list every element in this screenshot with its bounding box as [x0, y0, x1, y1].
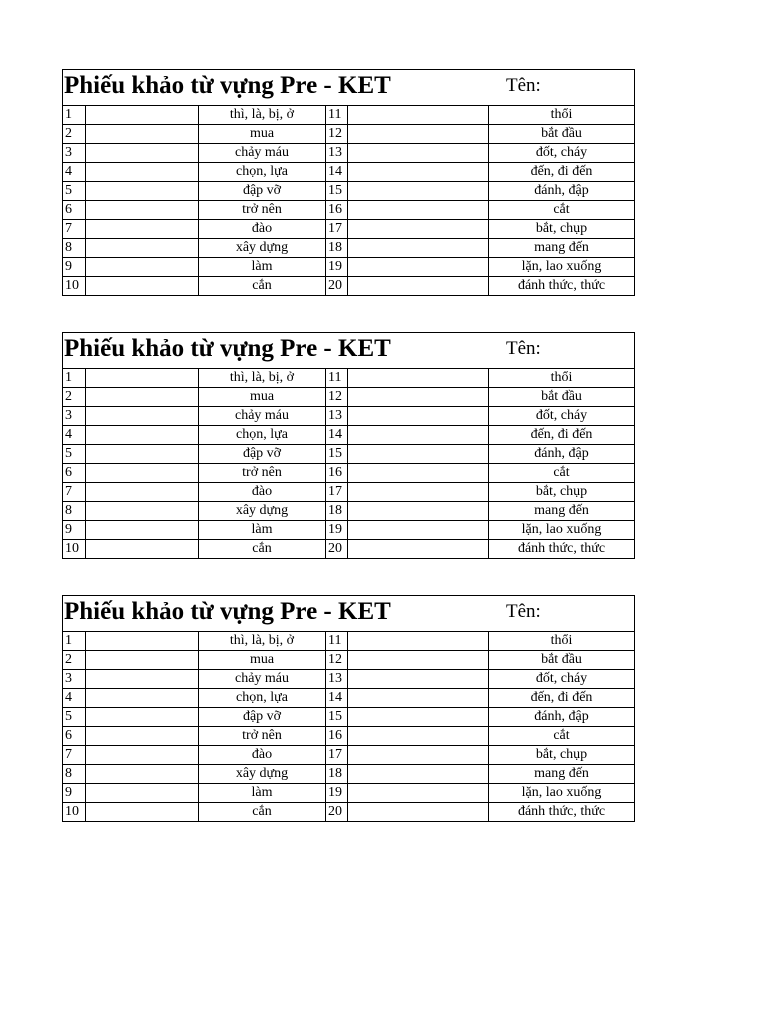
- item-number: 15: [326, 708, 348, 727]
- vietnamese-word: cắn: [199, 277, 326, 296]
- table-row: [63, 182, 635, 201]
- vietnamese-word: đập vỡ: [199, 708, 326, 727]
- sheet-title: Phiếu khảo từ vựng Pre - KET: [64, 335, 391, 362]
- item-number: 12: [326, 388, 348, 407]
- answer-blank[interactable]: [86, 106, 199, 125]
- table-row: [63, 765, 635, 784]
- table-row: [63, 201, 635, 220]
- answer-blank[interactable]: [348, 144, 489, 163]
- sheet-title: Phiếu khảo từ vựng Pre - KET: [64, 598, 391, 625]
- answer-blank[interactable]: [348, 464, 489, 483]
- item-number: 16: [326, 201, 348, 220]
- item-number: 10: [63, 277, 86, 296]
- vietnamese-word: làm: [199, 784, 326, 803]
- item-number: 13: [326, 670, 348, 689]
- answer-blank[interactable]: [348, 182, 489, 201]
- vietnamese-word: đào: [199, 483, 326, 502]
- vietnamese-word: chảy máu: [199, 144, 326, 163]
- sheet-header: [63, 333, 635, 369]
- item-number: 19: [326, 784, 348, 803]
- vietnamese-word: trở nên: [199, 201, 326, 220]
- table-row: [63, 407, 635, 426]
- table-row: [63, 708, 635, 727]
- answer-blank[interactable]: [86, 239, 199, 258]
- vietnamese-word: cắn: [199, 540, 326, 559]
- item-number: 11: [326, 632, 348, 651]
- answer-blank[interactable]: [348, 426, 489, 445]
- vietnamese-word: bắt, chụp: [489, 483, 635, 502]
- vietnamese-word: đập vỡ: [199, 445, 326, 464]
- item-number: 1: [63, 369, 86, 388]
- vocab-quiz-sheet-2: [62, 332, 634, 559]
- item-number: 4: [63, 163, 86, 182]
- vietnamese-word: mang đến: [489, 765, 635, 784]
- name-label: Tên:: [506, 338, 541, 359]
- vietnamese-word: đốt, cháy: [489, 670, 635, 689]
- item-number: 17: [326, 483, 348, 502]
- vietnamese-word: mua: [199, 651, 326, 670]
- vocab-quiz-sheet-3: [62, 595, 634, 822]
- vietnamese-word: đánh, đập: [489, 708, 635, 727]
- vietnamese-word: bắt đầu: [489, 125, 635, 144]
- vietnamese-word: chọn, lựa: [199, 689, 326, 708]
- item-number: 2: [63, 388, 86, 407]
- answer-blank[interactable]: [348, 201, 489, 220]
- item-number: 16: [326, 727, 348, 746]
- answer-blank[interactable]: [86, 369, 199, 388]
- item-number: 9: [63, 258, 86, 277]
- answer-blank[interactable]: [86, 651, 199, 670]
- answer-blank[interactable]: [348, 784, 489, 803]
- table-row: [63, 632, 635, 651]
- table-row: [63, 220, 635, 239]
- answer-blank[interactable]: [86, 483, 199, 502]
- item-number: 14: [326, 689, 348, 708]
- vietnamese-word: đốt, cháy: [489, 144, 635, 163]
- item-number: 9: [63, 521, 86, 540]
- answer-blank[interactable]: [348, 445, 489, 464]
- answer-blank[interactable]: [348, 765, 489, 784]
- table-row: [63, 258, 635, 277]
- table-row: [63, 464, 635, 483]
- vietnamese-word: xây dựng: [199, 502, 326, 521]
- vietnamese-word: chọn, lựa: [199, 426, 326, 445]
- vietnamese-word: trở nên: [199, 727, 326, 746]
- table-row: [63, 670, 635, 689]
- item-number: 11: [326, 369, 348, 388]
- vietnamese-word: lặn, lao xuống: [489, 521, 635, 540]
- item-number: 12: [326, 125, 348, 144]
- table-row: [63, 388, 635, 407]
- answer-blank[interactable]: [86, 746, 199, 765]
- item-number: 14: [326, 163, 348, 182]
- vocab-quiz-sheet-1: [62, 69, 634, 296]
- answer-blank[interactable]: [86, 201, 199, 220]
- answer-blank[interactable]: [348, 125, 489, 144]
- answer-blank[interactable]: [348, 106, 489, 125]
- answer-blank[interactable]: [348, 502, 489, 521]
- item-number: 8: [63, 502, 86, 521]
- vietnamese-word: đánh thức, thức: [489, 540, 635, 559]
- answer-blank[interactable]: [86, 388, 199, 407]
- table-row: [63, 651, 635, 670]
- item-number: 18: [326, 502, 348, 521]
- table-row: [63, 521, 635, 540]
- answer-blank[interactable]: [348, 689, 489, 708]
- vietnamese-word: làm: [199, 258, 326, 277]
- item-number: 3: [63, 670, 86, 689]
- vietnamese-word: lặn, lao xuống: [489, 784, 635, 803]
- answer-blank[interactable]: [348, 708, 489, 727]
- item-number: 18: [326, 765, 348, 784]
- table-row: [63, 426, 635, 445]
- vietnamese-word: thổi: [489, 106, 635, 125]
- item-number: 15: [326, 182, 348, 201]
- vietnamese-word: bắt đầu: [489, 388, 635, 407]
- answer-blank[interactable]: [348, 651, 489, 670]
- answer-blank[interactable]: [86, 521, 199, 540]
- vietnamese-word: thổi: [489, 632, 635, 651]
- name-label: Tên:: [506, 601, 541, 622]
- item-number: 6: [63, 464, 86, 483]
- table-row: [63, 163, 635, 182]
- vietnamese-word: đến, đi đến: [489, 689, 635, 708]
- table-row: [63, 727, 635, 746]
- vietnamese-word: đào: [199, 220, 326, 239]
- vietnamese-word: chảy máu: [199, 670, 326, 689]
- answer-blank[interactable]: [348, 277, 489, 296]
- item-number: 3: [63, 144, 86, 163]
- answer-blank[interactable]: [86, 220, 199, 239]
- table-row: [63, 144, 635, 163]
- item-number: 20: [326, 803, 348, 822]
- answer-blank[interactable]: [86, 163, 199, 182]
- answer-blank[interactable]: [86, 144, 199, 163]
- answer-blank[interactable]: [86, 407, 199, 426]
- item-number: 1: [63, 106, 86, 125]
- item-number: 10: [63, 803, 86, 822]
- answer-blank[interactable]: [86, 182, 199, 201]
- vietnamese-word: bắt, chụp: [489, 746, 635, 765]
- answer-blank[interactable]: [86, 426, 199, 445]
- vietnamese-word: bắt đầu: [489, 651, 635, 670]
- item-number: 5: [63, 708, 86, 727]
- answer-blank[interactable]: [86, 632, 199, 651]
- answer-blank[interactable]: [348, 727, 489, 746]
- vietnamese-word: đến, đi đến: [489, 163, 635, 182]
- vocab-table: [62, 332, 635, 559]
- vietnamese-word: đập vỡ: [199, 182, 326, 201]
- answer-blank[interactable]: [86, 540, 199, 559]
- vietnamese-word: cắn: [199, 803, 326, 822]
- vietnamese-word: mua: [199, 125, 326, 144]
- vietnamese-word: mang đến: [489, 502, 635, 521]
- table-row: [63, 540, 635, 559]
- item-number: 11: [326, 106, 348, 125]
- table-row: [63, 106, 635, 125]
- answer-blank[interactable]: [348, 803, 489, 822]
- vietnamese-word: lặn, lao xuống: [489, 258, 635, 277]
- item-number: 20: [326, 540, 348, 559]
- answer-blank[interactable]: [86, 765, 199, 784]
- table-row: [63, 746, 635, 765]
- table-row: [63, 689, 635, 708]
- answer-blank[interactable]: [348, 483, 489, 502]
- vietnamese-word: cắt: [489, 464, 635, 483]
- vietnamese-word: đánh, đập: [489, 182, 635, 201]
- vocab-table: [62, 595, 635, 822]
- answer-blank[interactable]: [348, 632, 489, 651]
- item-number: 6: [63, 727, 86, 746]
- answer-blank[interactable]: [86, 708, 199, 727]
- vietnamese-word: mang đến: [489, 239, 635, 258]
- item-number: 5: [63, 445, 86, 464]
- vietnamese-word: chảy máu: [199, 407, 326, 426]
- item-number: 12: [326, 651, 348, 670]
- answer-blank[interactable]: [86, 803, 199, 822]
- answer-blank[interactable]: [86, 125, 199, 144]
- table-row: [63, 369, 635, 388]
- item-number: 4: [63, 689, 86, 708]
- vietnamese-word: đánh thức, thức: [489, 803, 635, 822]
- item-number: 19: [326, 521, 348, 540]
- answer-blank[interactable]: [348, 163, 489, 182]
- item-number: 2: [63, 651, 86, 670]
- vietnamese-word: xây dựng: [199, 239, 326, 258]
- answer-blank[interactable]: [86, 277, 199, 296]
- vietnamese-word: bắt, chụp: [489, 220, 635, 239]
- vietnamese-word: chọn, lựa: [199, 163, 326, 182]
- item-number: 1: [63, 632, 86, 651]
- item-number: 6: [63, 201, 86, 220]
- item-number: 3: [63, 407, 86, 426]
- item-number: 18: [326, 239, 348, 258]
- table-row: [63, 445, 635, 464]
- item-number: 7: [63, 746, 86, 765]
- item-number: 9: [63, 784, 86, 803]
- item-number: 19: [326, 258, 348, 277]
- vietnamese-word: trở nên: [199, 464, 326, 483]
- item-number: 8: [63, 765, 86, 784]
- answer-blank[interactable]: [348, 258, 489, 277]
- answer-blank[interactable]: [86, 502, 199, 521]
- table-row: [63, 803, 635, 822]
- answer-blank[interactable]: [348, 388, 489, 407]
- table-row: [63, 277, 635, 296]
- answer-blank[interactable]: [86, 727, 199, 746]
- item-number: 14: [326, 426, 348, 445]
- answer-blank[interactable]: [348, 239, 489, 258]
- item-number: 17: [326, 220, 348, 239]
- item-number: 16: [326, 464, 348, 483]
- item-number: 10: [63, 540, 86, 559]
- sheet-title: Phiếu khảo từ vựng Pre - KET: [64, 72, 391, 99]
- answer-blank[interactable]: [86, 670, 199, 689]
- item-number: 5: [63, 182, 86, 201]
- item-number: 17: [326, 746, 348, 765]
- item-number: 4: [63, 426, 86, 445]
- item-number: 13: [326, 144, 348, 163]
- item-number: 20: [326, 277, 348, 296]
- table-row: [63, 125, 635, 144]
- answer-blank[interactable]: [348, 521, 489, 540]
- table-row: [63, 784, 635, 803]
- answer-blank[interactable]: [348, 220, 489, 239]
- answer-blank[interactable]: [86, 258, 199, 277]
- answer-blank[interactable]: [86, 784, 199, 803]
- table-row: [63, 483, 635, 502]
- answer-blank[interactable]: [348, 670, 489, 689]
- item-number: 2: [63, 125, 86, 144]
- item-number: 7: [63, 220, 86, 239]
- vietnamese-word: mua: [199, 388, 326, 407]
- vietnamese-word: đốt, cháy: [489, 407, 635, 426]
- vietnamese-word: làm: [199, 521, 326, 540]
- answer-blank[interactable]: [348, 540, 489, 559]
- item-number: 7: [63, 483, 86, 502]
- answer-blank[interactable]: [348, 369, 489, 388]
- item-number: 8: [63, 239, 86, 258]
- vietnamese-word: đến, đi đến: [489, 426, 635, 445]
- answer-blank[interactable]: [86, 689, 199, 708]
- vocab-table: [62, 69, 635, 296]
- vietnamese-word: đào: [199, 746, 326, 765]
- answer-blank[interactable]: [86, 445, 199, 464]
- sheet-header: [63, 70, 635, 106]
- vietnamese-word: đánh, đập: [489, 445, 635, 464]
- answer-blank[interactable]: [348, 746, 489, 765]
- vietnamese-word: đánh thức, thức: [489, 277, 635, 296]
- item-number: 15: [326, 445, 348, 464]
- vietnamese-word: thì, là, bị, ở: [199, 369, 326, 388]
- table-row: [63, 239, 635, 258]
- vietnamese-word: thổi: [489, 369, 635, 388]
- vietnamese-word: thì, là, bị, ở: [199, 106, 326, 125]
- vietnamese-word: xây dựng: [199, 765, 326, 784]
- vietnamese-word: thì, là, bị, ở: [199, 632, 326, 651]
- table-row: [63, 502, 635, 521]
- answer-blank[interactable]: [86, 464, 199, 483]
- name-label: Tên:: [506, 75, 541, 96]
- answer-blank[interactable]: [348, 407, 489, 426]
- vietnamese-word: cắt: [489, 727, 635, 746]
- item-number: 13: [326, 407, 348, 426]
- vietnamese-word: cắt: [489, 201, 635, 220]
- sheet-header: [63, 596, 635, 632]
